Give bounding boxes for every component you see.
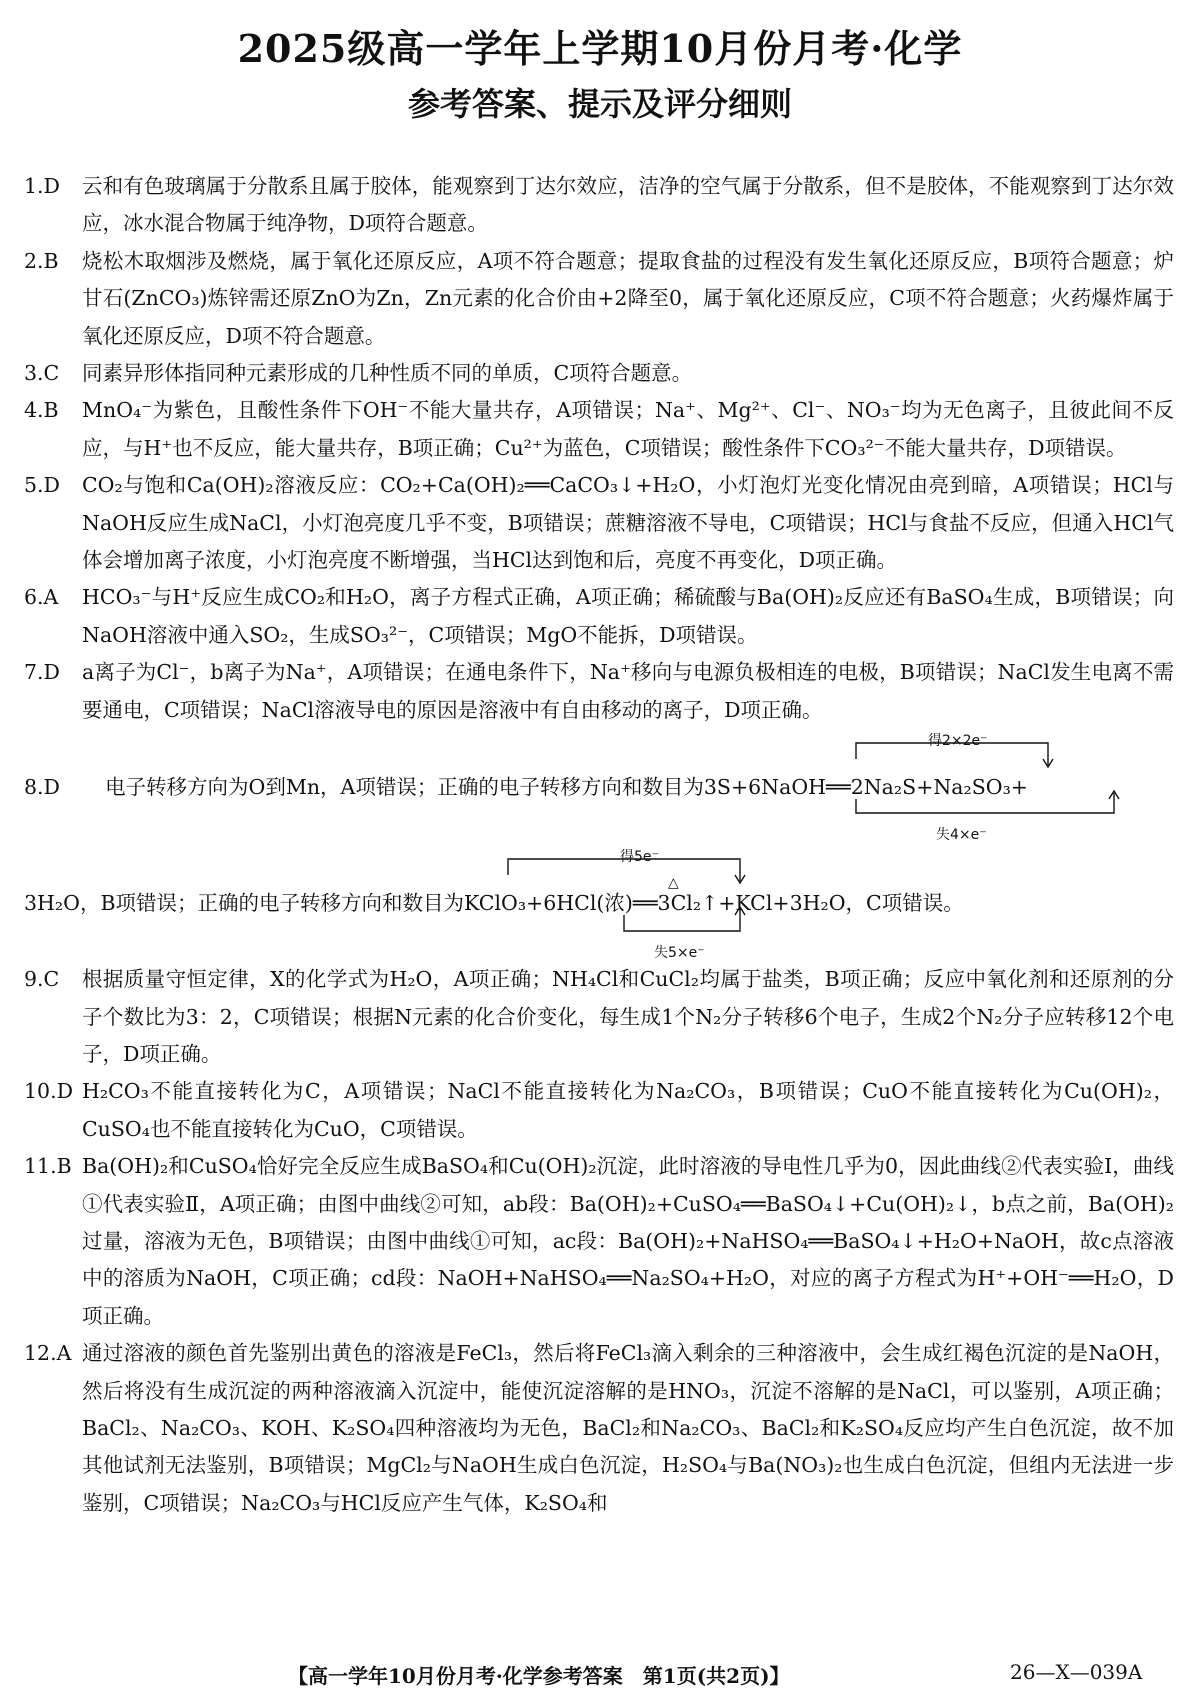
page-subtitle: 参考答案、提示及评分细则 xyxy=(407,85,792,123)
heat-symbol: △ xyxy=(668,875,679,892)
gain-label-2: 得5e⁻ xyxy=(620,849,659,866)
footer-page-info: 【高一学年10月份月考·化学参考答案 第1页(共2页)】 xyxy=(288,1664,790,1688)
answer-item xyxy=(24,467,1174,579)
electron-transfer-diagram-2 xyxy=(24,845,1174,961)
page-title: 2025级高一学年上学期10月份月考·化学 xyxy=(237,26,963,71)
lose-label-1: 失4×e⁻ xyxy=(936,827,987,844)
answer-number: 9.C xyxy=(24,967,60,992)
answer-item xyxy=(24,243,1174,355)
gain-label-1: 得2×2e⁻ xyxy=(928,733,988,750)
answer-text: Ba(OH)₂和CuSO₄恰好完全反应生成BaSO₄和Cu(OH)₂沉淀，此时溶液的导电性几乎为0，因此曲线②代表实验Ⅰ，曲线①代表实验Ⅱ，A项正确；由图中曲线②可知，ab段：Ba(OH)₂+CuSO₄══BaSO₄↓+Cu(OH)₂↓，b点之前，Ba(OH)₂过量，溶液为无色，B项错误；由图中曲线①可知，ac段：Ba(OH)₂+NaHSO₄══BaSO₄↓+H₂O+NaOH，故c点溶液中的溶质为NaOH，C项正确；cd段：NaOH+NaHSO₄══Na₂SO₄+H₂O，对应的离子方程式为H⁺+OH⁻══H₂O，D项正确。 xyxy=(82,1154,1174,1328)
answer-text: 云和有色玻璃属于分散系且属于胶体，能观察到丁达尔效应，洁净的空气属于分散系，但不是胶体，不能观察到丁达尔效应，冰水混合物属于纯净物，D项符合题意。 xyxy=(82,174,1174,236)
answer-number: 11.B xyxy=(24,1154,72,1179)
answer-number: 7.D xyxy=(24,660,60,685)
answer-item xyxy=(24,355,1174,392)
answer-number: 5.D xyxy=(24,473,60,498)
answer-number: 6.A xyxy=(24,585,59,610)
answer-text: MnO₄⁻为紫色，且酸性条件下OH⁻不能大量共存，A项错误；Na⁺、Mg²⁺、Cl⁻、NO₃⁻均为无色离子，且彼此间不反应，与H⁺也不反应，能大量共存，B项正确；Cu²⁺为蓝色，C项错误；酸性条件下CO₃²⁻不能大量共存，D项错误。 xyxy=(82,398,1174,460)
lose-label-2: 失5×e⁻ xyxy=(654,945,705,962)
answer-number: 1.D xyxy=(24,174,60,198)
answer-number: 3.C xyxy=(24,361,60,386)
answer-item xyxy=(24,579,1174,654)
answer-text: a离子为Cl⁻，b离子为Na⁺，A项错误；在通电条件下，Na⁺移向与电源负极相连的电极，B项错误；NaCl发生电离不需要通电，C项错误；NaCl溶液导电的原因是溶液中有自由移动的离子，D项正确。 xyxy=(82,660,1174,722)
answer-text: 根据质量守恒定律，X的化学式为H₂O，A项正确；NH₄Cl和CuCl₂均属于盐类，B项正确；反应中氧化剂和还原剂的分子个数比为3：2，C项错误；根据N元素的化合价变化，每生成1个N₂分子转移6个电子，生成2个N₂分子应转移12个电子，D项正确。 xyxy=(82,967,1174,1066)
answer-number: 8.D xyxy=(24,775,60,800)
answer-text: 烧松木取烟涉及燃烧，属于氧化还原反应，A项不符合题意；提取食盐的过程没有发生氧化还原反应，B项符合题意；炉甘石(ZnCO₃)炼锌需还原ZnO为Zn，Zn元素的化合价由+2降至0，属于氧化还原反应，C项不符合题意；火药爆炸属于氧化还原反应，D项不符合题意。 xyxy=(82,248,1174,348)
footer-code: 26—X—039A xyxy=(1010,1660,1143,1684)
answer-number: 2.B xyxy=(24,248,59,273)
answer-number: 4.B xyxy=(24,398,59,423)
electron-transfer-diagram-1 xyxy=(24,729,1174,845)
answer-number: 10.D xyxy=(24,1079,74,1104)
answer-text: HCO₃⁻与H⁺反应生成CO₂和H₂O，离子方程式正确，A项正确；稀硫酸与Ba(OH)₂反应还有BaSO₄生成，B项错误；向NaOH溶液中通入SO₂，生成SO₃²⁻，C项错误；MgO不能拆，D项错误。 xyxy=(82,585,1174,647)
answer-text: CO₂与饱和Ca(OH)₂溶液反应：CO₂+Ca(OH)₂══CaCO₃↓+H₂O，小灯泡灯光变化情况由亮到暗，A项错误；HCl与NaOH反应生成NaCl，小灯泡亮度几乎不变，B项错误；蔗糖溶液不导电，C项错误；HCl与食盐不反应，但通入HCl气体会增加离子浓度，小灯泡亮度不断增强，当HCl达到饱和后，亮度不再变化，D项正确。 xyxy=(82,473,1174,573)
answer-item xyxy=(24,961,1174,1073)
answer-item xyxy=(24,654,1174,729)
answer-item xyxy=(24,1073,1174,1148)
answer-item xyxy=(24,168,1174,243)
answer-number: 12.A xyxy=(24,1341,72,1366)
answer-item xyxy=(24,1148,1174,1335)
page-footer xyxy=(0,1660,1200,1690)
answer-text: H₂CO₃不能直接转化为C，A项错误；NaCl不能直接转化为Na₂CO₃，B项错误；CuO不能直接转化为Cu(OH)₂，CuSO₄也不能直接转化为CuO，C项错误。 xyxy=(82,1079,1174,1141)
answer-item xyxy=(24,769,1174,806)
answer-item xyxy=(24,392,1174,467)
answer-text-continued: 3H₂O，B项错误；正确的电子转移方向和数目为KClO₃+6HCl(浓)══3Cl₂↑+KCl+3H₂O，C项错误。 xyxy=(24,891,964,916)
answer-text: 同素异形体指同种元素形成的几种性质不同的单质，C项符合题意。 xyxy=(82,361,693,386)
answer-item xyxy=(24,1335,1174,1522)
answer-body xyxy=(24,168,1174,1522)
answer-text: 通过溶液的颜色首先鉴别出黄色的溶液是FeCl₃，然后将FeCl₃滴入剩余的三种溶液中，会生成红褐色沉淀的是NaOH，然后将没有生成沉淀的两种溶液滴入沉淀中，能使沉淀溶解的是HNO₃，沉淀不溶解的是NaCl，可以鉴别，A项正确；BaCl₂、Na₂CO₃、KOH、K₂SO₄四种溶液均为无色，BaCl₂和Na₂CO₃、BaCl₂和K₂SO₄反应均产生白色沉淀，故不加其他试剂无法鉴别，B项错误；MgCl₂与NaOH生成白色沉淀，H₂SO₄与Ba(NO₃)₂也生成白色沉淀，但组内无法进一步鉴别，C项错误；Na₂CO₃与HCl反应产生气体，K₂SO₄和 xyxy=(82,1341,1174,1515)
answer-text: 电子转移方向为O到Mn，A项错误；正确的电子转移方向和数目为3S+6NaOH══2Na₂S+Na₂SO₃+ xyxy=(105,775,1028,800)
